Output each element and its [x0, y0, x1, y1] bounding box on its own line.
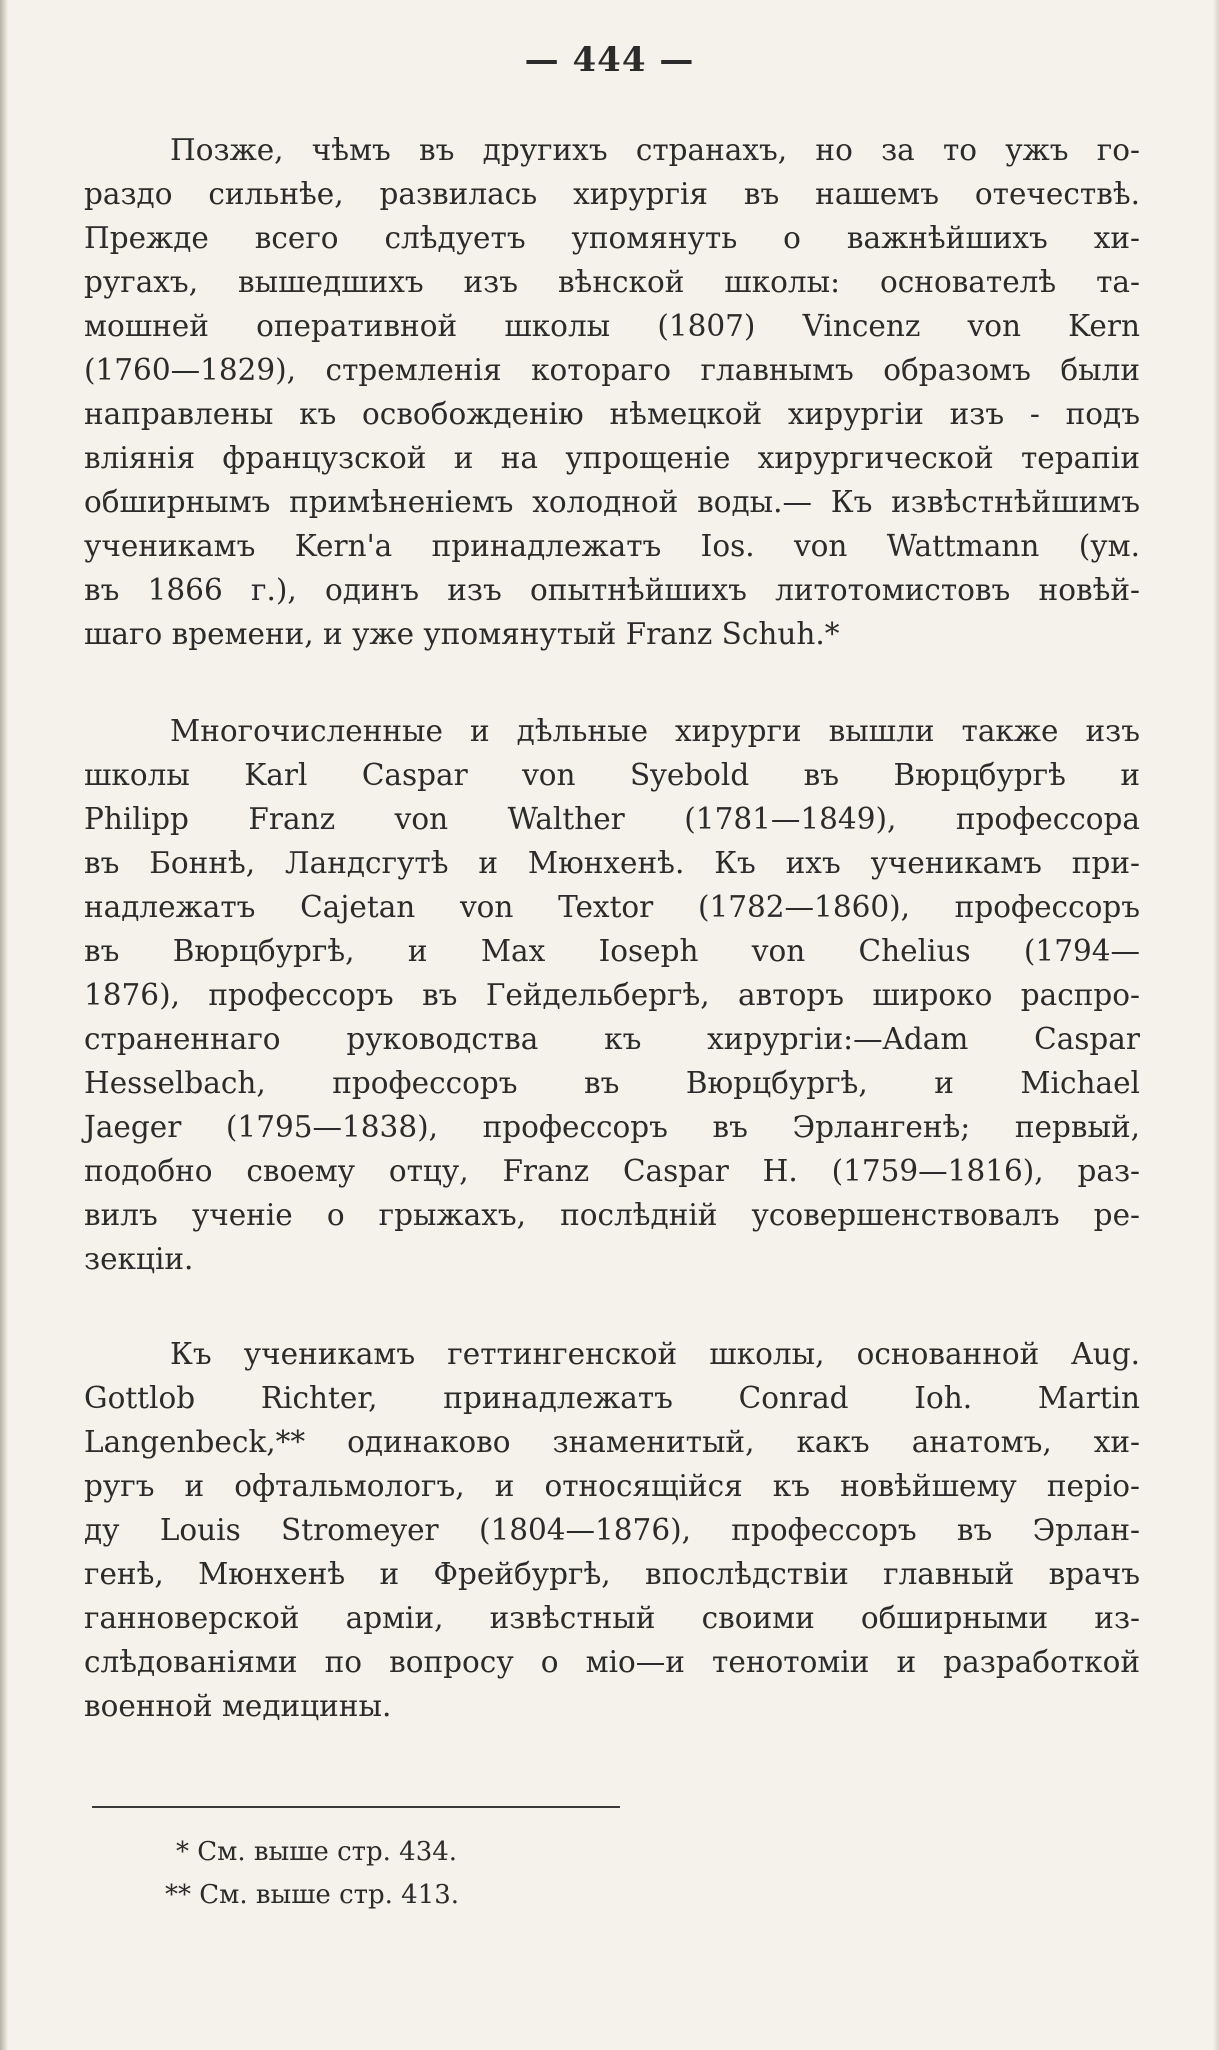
text-line: направлены къ освобожденію нѣмецкой хирургіи изъ - подъ: [84, 397, 1140, 431]
page-edge-shadow-left: [0, 0, 8, 2050]
text-line: въ Вюрцбургѣ, и Max Ioseph von Chelius (1794—: [84, 934, 1140, 968]
paragraph-1: [84, 128, 1140, 656]
text-line: Къ ученикамъ геттингенской школы, основанной Aug.: [170, 1337, 1140, 1371]
text-line: подобно своему отцу, Franz Caspar H. (1759—1816), раз-: [84, 1154, 1140, 1188]
text-line: шаго времени, и уже упомянутый Franz Schuh.*: [84, 617, 840, 651]
text-line: обширнымъ примѣненіемъ холодной воды.— Къ извѣстнѣйшимъ: [84, 485, 1140, 519]
paragraph-3: [84, 1332, 1140, 1728]
text-line: вліянія французской и на упрощеніе хирургической терапіи: [84, 441, 1140, 475]
paragraph-2: [84, 709, 1140, 1281]
text-line: Многочисленные и дѣльные хирурги вышли также изъ: [170, 714, 1140, 748]
text-line: ругъ и офтальмологъ, и относящійся къ новѣйшему перio-: [84, 1469, 1140, 1503]
text-line: вилъ ученіе о грыжахъ, послѣдній усовершенствовалъ ре-: [84, 1198, 1140, 1232]
text-line: Позже, чѣмъ въ другихъ странахъ, но за то ужъ го-: [170, 133, 1140, 167]
text-line: ученикамъ Kern'а принадлежатъ Ios. von Wattmann (ум.: [84, 529, 1140, 563]
text-line: Gottlob Richter, принадлежатъ Conrad Ioh. Martin: [84, 1381, 1140, 1415]
footnote-divider: [92, 1806, 620, 1808]
page-number: — 444 —: [524, 40, 695, 80]
text-line: военной медицины.: [84, 1689, 392, 1723]
text-line: 1876), профессоръ въ Гейдельбергѣ, авторъ широко распро-: [84, 978, 1140, 1012]
text-line: генѣ, Мюнхенѣ и Фрейбургѣ, впослѣдствіи главный врачъ: [84, 1557, 1140, 1591]
text-line: Прежде всего слѣдуетъ упомянуть о важнѣйшихъ хи-: [84, 221, 1140, 255]
footnote-1: * См. выше стр. 434.: [176, 1837, 458, 1867]
text-line: ганноверской арміи, извѣстный своими обширными из-: [84, 1601, 1140, 1635]
text-line: Langenbeck,** одинаково знаменитый, какъ анатомъ, хи-: [84, 1425, 1140, 1459]
text-line: въ Боннѣ, Ландсгутѣ и Мюнхенѣ. Къ ихъ ученикамъ при-: [84, 846, 1140, 880]
text-line: слѣдованіями по вопросу о міо—и тенотоміи и разработкой: [84, 1645, 1140, 1679]
text-line: Philipp Franz von Walther (1781—1849), профессора: [84, 802, 1140, 836]
text-line: ду Louis Stromeyer (1804—1876), профессоръ въ Эрлан-: [84, 1513, 1140, 1547]
text-line: страненнаго руководства къ хирургіи:—Adam Caspar: [84, 1022, 1140, 1056]
page-edge-shadow-right: [1213, 0, 1219, 2050]
text-line: въ 1866 г.), одинъ изъ опытнѣйшихъ литотомистовъ новѣй-: [84, 573, 1140, 607]
text-line: (1760—1829), стремленія котораго главнымъ образомъ были: [84, 353, 1140, 387]
text-line: ругахъ, вышедшихъ изъ вѣнской школы: основателѣ та-: [84, 265, 1140, 299]
text-line: надлежатъ Cajetan von Textor (1782—1860), профессоръ: [84, 890, 1140, 924]
text-line: мошней оперативной школы (1807) Vincenz von Kern: [84, 309, 1140, 343]
footnote-2: ** См. выше стр. 413.: [165, 1880, 460, 1910]
text-line: раздо сильнѣе, развилась хирургія въ нашемъ отечествѣ.: [84, 177, 1140, 211]
text-line: Jaeger (1795—1838), профессоръ въ Эрлангенѣ; первый,: [84, 1110, 1140, 1144]
text-line: Hesselbach, профессоръ въ Вюрцбургѣ, и Michael: [84, 1066, 1140, 1100]
text-line: зекціи.: [84, 1242, 194, 1276]
text-line: школы Karl Caspar von Syebold въ Вюрцбургѣ и: [84, 758, 1140, 792]
